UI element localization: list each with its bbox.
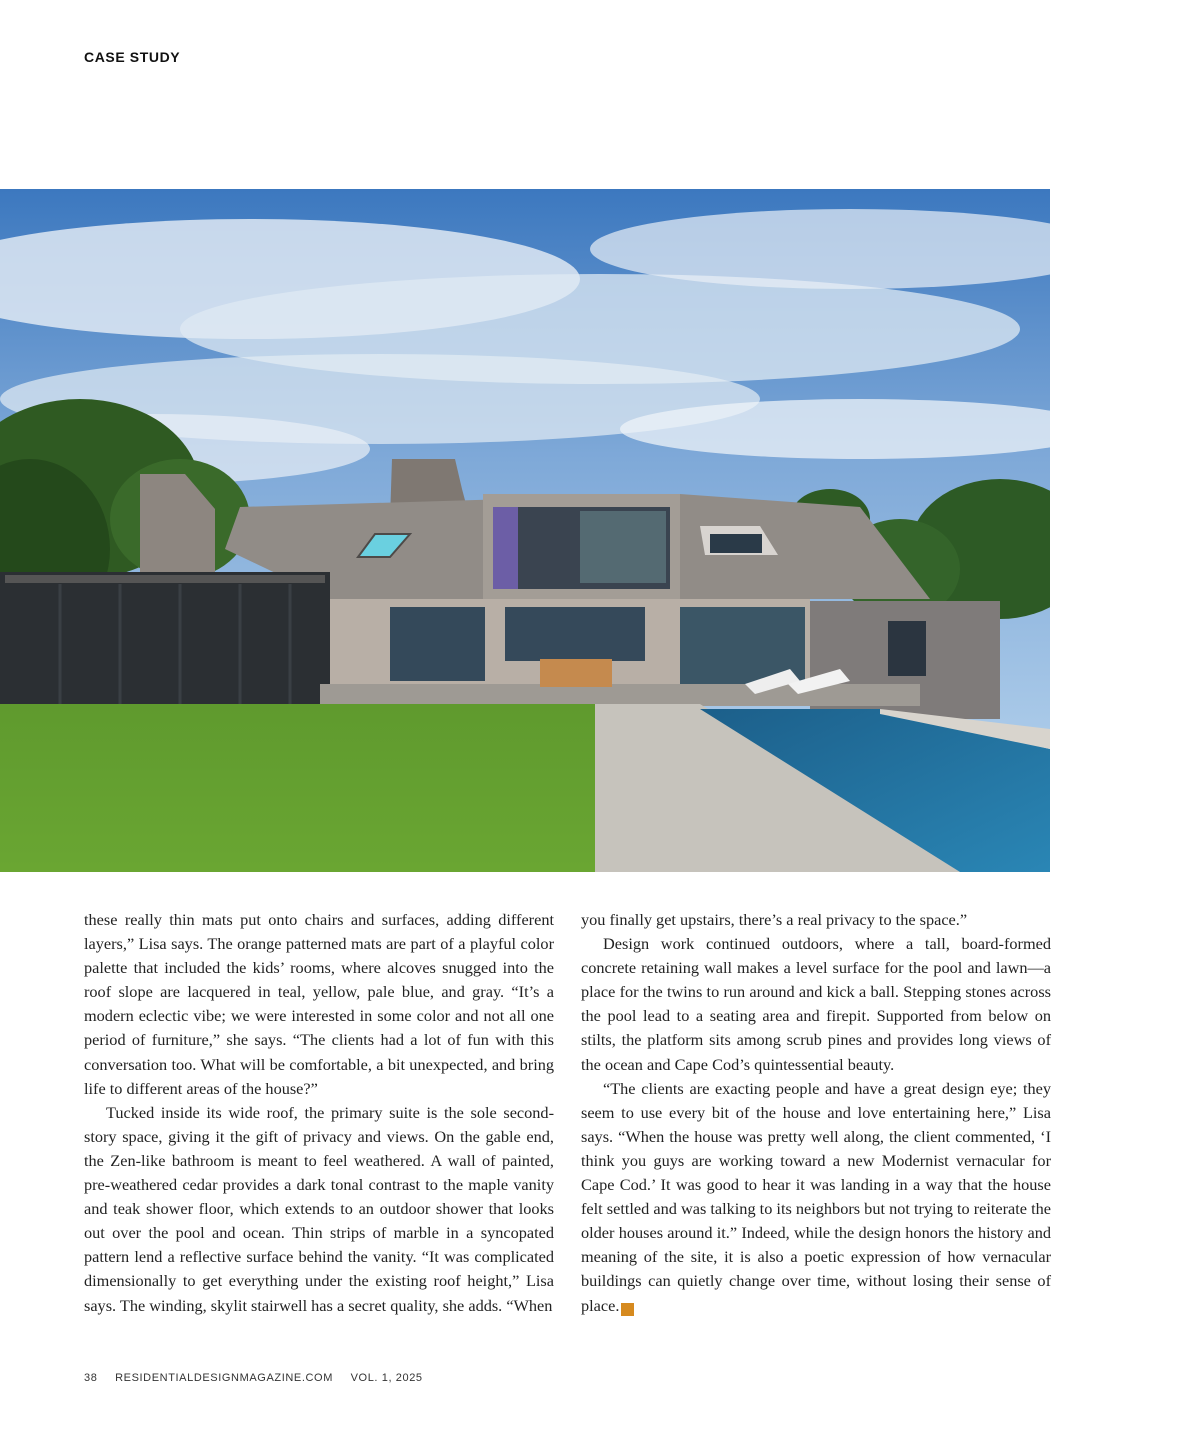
body-right-column [581,908,1051,1318]
body-left-column [84,908,554,1318]
paragraph: you finally get upstairs, there’s a real privacy to the space.” [581,910,968,929]
footer-volume: VOL. 1, 2025 [350,1372,423,1384]
section-label: CASE STUDY [84,49,181,65]
page-number: 38 [84,1372,98,1384]
paragraph: these really thin mats put onto chairs and surfaces, adding different layers,” Lisa says. The orange patterned mats are part of a playful color palette that included the kids’ rooms, where alcoves snugged into the roof slope are lacquered in teal, yellow, pale blue, and gray. “It’s a modern eclectic vibe; we were interested in some color and not all one period of furniture,” she says. “The clients had a lot of fun with this conversation too. What will be comfortable, a bit unexpected, and bring life to different areas of the house?” [84,910,554,1098]
end-mark-icon: RD [621,1303,634,1316]
paragraph: Tucked inside its wide roof, the primary suite is the sole second-story space, giving it the gift of privacy and views. On the gable end, the Zen-like bathroom is meant to feel weathered. A wall of painted, pre-weathered cedar provides a dark tonal contrast to the maple vanity and teak shower floor, which extends to an outdoor shower that looks out over the pool and ocean. Thin strips of marble in a syncopated pattern lend a reflective surface behind the vanity. “It was complicated dimensionally to get everything under the existing roof height,” Lisa says. The winding, skylit stairwell has a secret quality, she adds. “When [84,1102,554,1315]
house-exterior-photo [0,189,1050,872]
page-footer [84,1372,437,1384]
paragraph-final [581,1077,1051,1318]
paragraph-text: “The clients are exacting people and have a great design eye; they seem to use every bit of the house and love entertaining here,” Lisa says. “When the house was pretty well along, the client commented, ‘I think you guys are working toward a new Modernist vernacular for Cape Cod.’ It was good to hear it was landing in a way that the house felt settled and was talking to its neighbors but not trying to reiterate the older houses around it.” Indeed, while the design honors the history and meaning of the site, it is also a poetic expression of how vernacular buildings can quietly change over time, without losing their sense of place. [581,1078,1051,1315]
footer-site: RESIDENTIALDESIGNMAGAZINE.COM [115,1372,333,1384]
paragraph: Design work continued outdoors, where a tall, board-formed concrete retaining wall makes a level surface for the pool and lawn—a place for the twins to run around and kick a ball. Stepping stones across the pool lead to a seating area and firepit. Supported from below on stilts, the platform sits among scrub pines and provides long views of the ocean and Cape Cod’s quintessential beauty. [581,934,1051,1074]
